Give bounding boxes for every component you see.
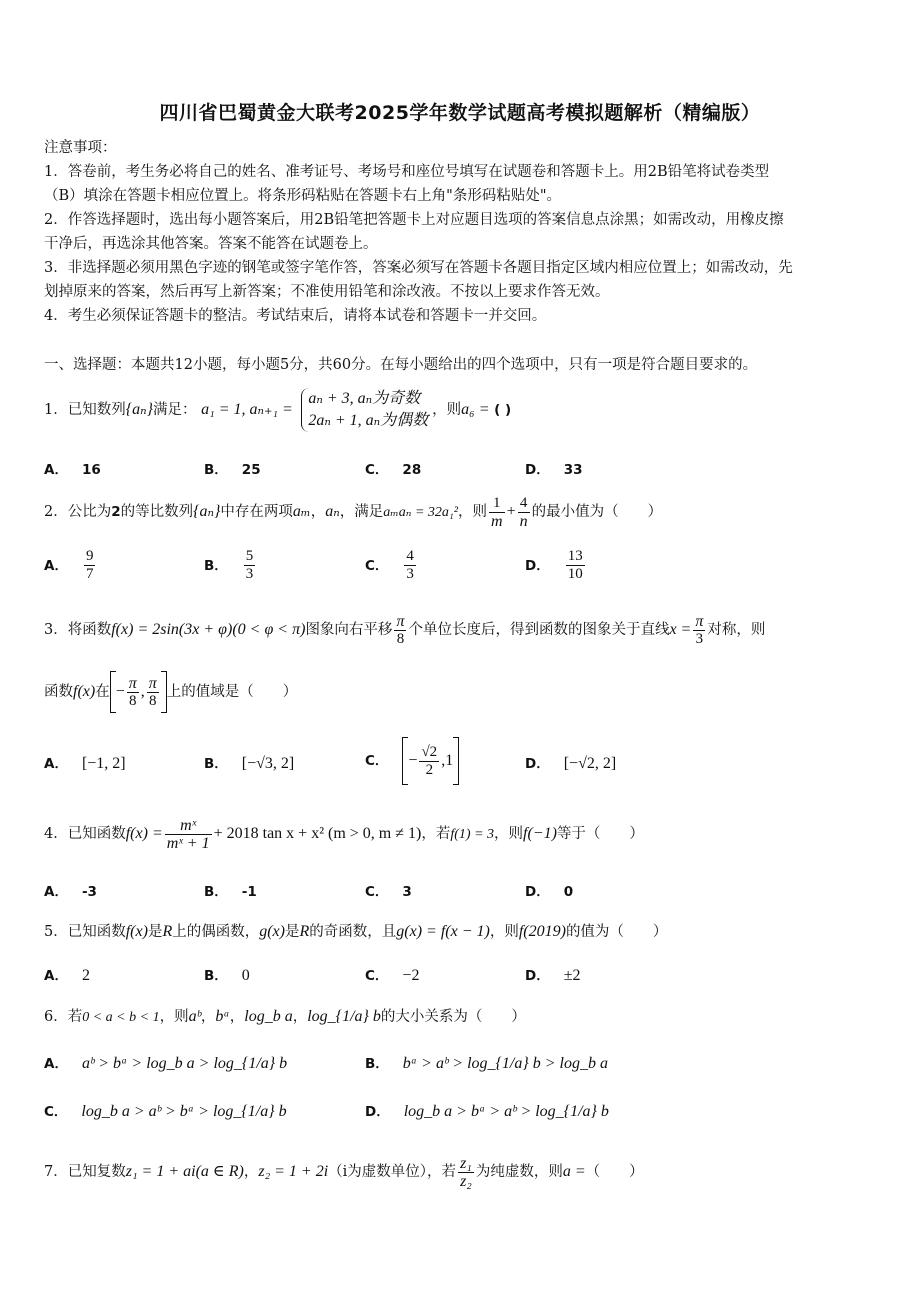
q5-option-a: A． 2 [44, 967, 90, 984]
q3-text2: 个单位长度后，得到函数的图象关于直线 [408, 622, 670, 638]
question-3-line-2 [44, 670, 297, 714]
q6-prefix: 6．若 [44, 1009, 83, 1025]
q3-line: x = [669, 621, 692, 638]
q4-condition: f(1) = 3 [450, 827, 495, 842]
q2-plus: + [506, 503, 516, 520]
q4-ask: f(−1) [523, 825, 557, 842]
q3-text1: 图象向右平移 [305, 622, 393, 638]
q7-t1: （i为虚数单位），若 [328, 1164, 457, 1180]
q5-t1: 是 [147, 924, 163, 940]
q1-paren: ( ) [494, 402, 512, 418]
q6-option-d: D． log_b a > bᵃ > aᵇ > log_{1/a} b [365, 1103, 609, 1120]
section-heading: 一、选择题：本题共12小题，每小题5分，共60分。在每小题给出的四个选项中，只有一项是符合题目要求的。 [44, 357, 758, 373]
q2-option-a: A． $\frac{9}{7}$ [44, 548, 94, 582]
question-6 [44, 1004, 526, 1031]
q6-expr-1: aᵇ [188, 1008, 201, 1025]
q7-frac: $\frac{\text{z₁}}{\text{z₂}}$ [460, 1154, 472, 1190]
q2-text3: ，满足 [339, 504, 384, 520]
q3-prefix: 3．将函数 [44, 622, 112, 638]
notice-line-5: 3．非选择题必须用黑色字迹的钢笔或签字笔作答，答案必须写在答题卡各题目指定区域内相应位置上；如需改动，先 [44, 260, 793, 276]
notice-line-1: 1．答卷前，考生务必将自己的姓名、准考证号、考场号和座位号填写在试题卷和答题卡上。用2B铅笔将试卷类型 [44, 164, 770, 180]
q6-t2: 的大小关系为（ ） [380, 1009, 526, 1025]
q1-piecewise [301, 388, 428, 432]
notice-line-3: 2．作答选择题时，选出每小题答案后，用2B铅笔把答题卡上对应题目选项的答案信息点涂黑；如需改动，用橡皮擦 [44, 212, 784, 228]
q2-frac-1: $\frac{1}{m}$ [491, 494, 503, 530]
q4-fx: f(x) = [125, 825, 163, 842]
q4-rest: + 2018 tan x + x² (m > 0, m ≠ 1) [213, 825, 422, 842]
q3-option-c: C． − $\frac{√2}{2}$ ,1 [365, 736, 459, 786]
q6-sep-3: ， [292, 1009, 308, 1025]
q3-int-sign: − [115, 683, 125, 700]
q6-condition: 0 < a < b < 1 [82, 1010, 160, 1025]
q2-condition: aₘaₙ = 32a₁² [383, 505, 458, 520]
q5-fx: f(x) [125, 923, 148, 940]
q5-t2: 上的偶函数， [172, 924, 260, 940]
q6-expr-4: log_{1/a} b [307, 1008, 381, 1025]
q5-t5: ，则 [489, 924, 519, 940]
question-4 [44, 812, 644, 857]
q2-option-c: C． $\frac{4}{3}$ [365, 548, 414, 582]
q3-option-b: B． [−√3, 2] [204, 755, 295, 772]
q7-z2: z₂ = 1 + 2i [258, 1163, 329, 1180]
notice-line-6: 划掉原来的答案，然后再写上新答案；不准使用铅笔和涂改液。不按以上要求作答无效。 [44, 284, 610, 300]
q7-sep: ， [243, 1164, 259, 1180]
q1-option-c: C． 28 [365, 462, 422, 478]
q3-shift: $\frac{\pi}{8}$ [396, 612, 405, 647]
q7-t2: 为纯虚数，则 [475, 1164, 563, 1180]
q1-option-d: D． 33 [525, 462, 583, 478]
q6-option-c: C． log_b a > aᵇ > bᵃ > log_{1/a} b [44, 1103, 287, 1120]
q6-expr-3: log_b a [244, 1008, 293, 1025]
q6-option-b: B． bᵃ > aᵇ > log_{1/a} b > log_b a [365, 1055, 608, 1072]
q5-prefix: 5．已知函数 [44, 924, 126, 940]
q2-prefix: 2．公比为 [44, 504, 112, 520]
q3-line2-prefix: 函数 [44, 684, 73, 700]
q2-text2: 中存在两项 [220, 504, 293, 520]
q4-option-d: D． 0 [525, 884, 574, 900]
q4-text2: ，则 [494, 826, 524, 842]
q4-text1: ，若 [421, 826, 451, 842]
q5-gx: g(x) [259, 923, 285, 940]
q4-option-b: B． -1 [204, 884, 257, 900]
q3-fx: f(x) [73, 683, 96, 700]
q4-prefix: 4．已知函数 [44, 826, 126, 842]
q7-z1: z₁ = 1 + ai(a ∈ R) [125, 1163, 244, 1180]
question-7 [44, 1152, 644, 1192]
q4-text3: 等于（ ） [556, 826, 644, 842]
q1-option-b: B． 25 [204, 462, 261, 478]
q1-a1: a₁ = 1, aₙ₊₁ = [201, 401, 293, 418]
q2-comma: ， [310, 504, 326, 520]
q5-option-d: D． ±2 [525, 967, 581, 984]
notice-line-4: 干净后，再选涂其他答案。答案不能答在试题卷上。 [44, 236, 378, 252]
q2-option-d: D． $\frac{13}{10}$ [525, 548, 583, 582]
question-3-line-1 [44, 610, 765, 650]
notice-line-7: 4．考生必须保证答题卡的整洁。考试结束后，请将本试卷和答题卡一并交回。 [44, 308, 547, 324]
q5-option-c: C． −2 [365, 967, 420, 984]
q7-prefix: 7．已知复数 [44, 1164, 126, 1180]
q1-suffix: ，则 [432, 402, 462, 418]
q5-condition: g(x) = f(x − 1) [396, 923, 490, 940]
q3-int-comma: , [140, 683, 145, 700]
q5-r2: R [299, 923, 310, 940]
q3-line-frac: $\frac{\pi}{3}$ [695, 612, 704, 647]
q4-option-c: C． 3 [365, 884, 412, 900]
q1-seq: {aₙ} [125, 401, 154, 418]
q5-ask: f(2019) [518, 923, 566, 940]
notice-header: 注意事项： [44, 140, 117, 156]
q4-option-a: A． -3 [44, 884, 97, 900]
q5-t4: 的奇函数，且 [309, 924, 397, 940]
q2-am: aₘ [292, 503, 311, 520]
q6-t1: ，则 [159, 1009, 189, 1025]
q3-option-a: A． [−1, 2] [44, 755, 126, 772]
q5-r1: R [162, 923, 173, 940]
q1-option-a: A． 16 [44, 462, 101, 478]
q2-frac-2: $\frac{4}{n}$ [519, 494, 528, 530]
q1-prefix: 1．已知数列 [44, 402, 126, 418]
q3-text3: 对称，则 [707, 622, 766, 638]
notice-line-2: （B）填涂在答题卡相应位置上。将条形码粘贴在答题卡右上角"条形码粘贴处"。 [44, 188, 561, 204]
q3-option-d: D． [−√2, 2] [525, 755, 617, 772]
q1-ask: a₆ = [461, 401, 490, 418]
q2-an: aₙ [325, 503, 340, 520]
q5-t6: 的值为（ ） [565, 924, 668, 940]
q2-option-b: B． $\frac{5}{3}$ [204, 548, 254, 582]
q2-text5: 的最小值为（ ） [531, 504, 663, 520]
q5-t3: 是 [284, 924, 300, 940]
q6-option-a: A． aᵇ > bᵃ > log_b a > log_{1/a} b [44, 1055, 288, 1072]
q1-mid: 满足： [153, 402, 197, 418]
q2-text1: 的等比数列 [120, 504, 194, 520]
q3-int-left: $\frac{\pi}{8}$ [128, 674, 137, 709]
q2-seq: {aₙ} [193, 503, 221, 520]
q1-case-1: aₙ + 3, aₙ为奇数 [308, 390, 421, 407]
q3-text4: 上的值域是（ ） [166, 684, 298, 700]
q3-in: 在 [95, 684, 110, 700]
q7-paren: （ ） [585, 1164, 644, 1180]
question-1 [44, 388, 511, 432]
page-title: 四川省巴蜀黄金大联考2025学年数学试题高考模拟题解析（精编版） [159, 102, 761, 124]
q5-option-b: B． 0 [204, 967, 250, 984]
question-5 [44, 920, 667, 944]
q1-case-2: 2aₙ + 1, aₙ为偶数 [308, 412, 429, 429]
q3-int-right: $\frac{\pi}{8}$ [148, 674, 157, 709]
q6-sep-2: ， [229, 1009, 245, 1025]
q3-function: f(x) = 2sin(3x + φ)(0 < φ < π) [111, 621, 306, 638]
q6-sep-1: ， [200, 1009, 216, 1025]
question-2 [44, 494, 662, 531]
q7-ask: a = [562, 1163, 586, 1180]
q2-text4: ，则 [458, 504, 487, 520]
q2-ratio: 2 [111, 504, 121, 520]
q6-expr-2: bᵃ [215, 1008, 230, 1025]
q4-frac: $\frac{\text{mˣ}}{\text{mˣ + 1}}$ [166, 816, 210, 852]
